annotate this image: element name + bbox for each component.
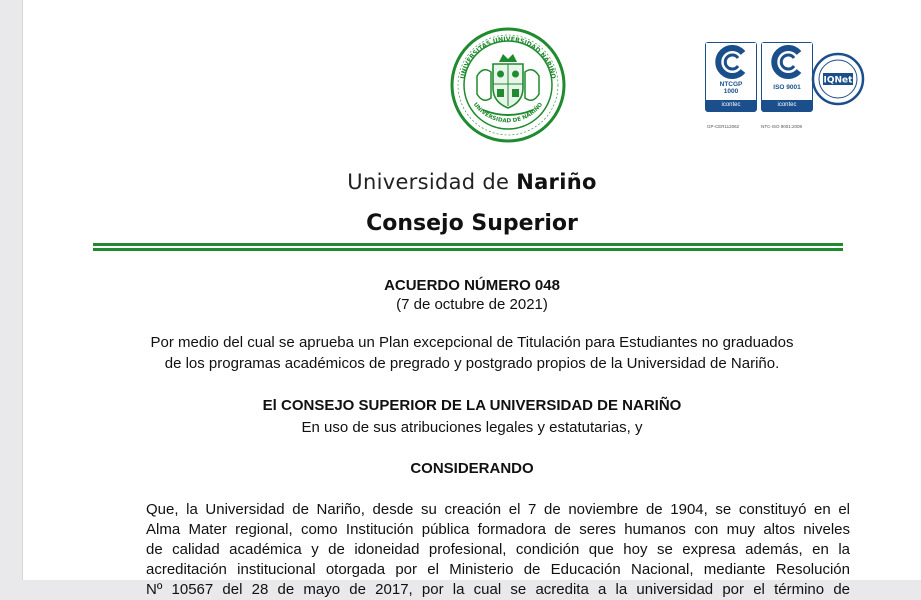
paragraph-line: Que, la Universidad de Nariño, desde su creación el 7 de noviembre de 1904, se constituyó en el	[146, 501, 850, 518]
council-title: Consejo Superior	[366, 211, 578, 236]
ntcgp-certification-badge	[705, 42, 757, 112]
iqnet-label: IQNet	[823, 75, 853, 86]
green-double-rule	[93, 243, 843, 252]
paragraph-line: acreditación institucional otorgada por el Ministerio de Educación Nacional, mediante Resolución	[146, 561, 850, 578]
cert-brand: icontec	[706, 100, 756, 111]
cert-code: GP-CER112062	[707, 124, 740, 129]
iso-9001-certification-badge	[761, 42, 813, 112]
purpose-line: de los programas académicos de pregrado y postgrado propios de la Universidad de Nariño.	[164, 355, 780, 372]
iqnet-logo-icon	[811, 52, 865, 106]
paragraph-line: Nº 10567 del 28 de mayo de 2017, por la cual se acredita a la universidad por el término de	[146, 581, 850, 598]
university-title-bold: Nariño	[516, 170, 597, 194]
seal-ring-text-bottom: UNIVERSIDAD DE NARIÑO	[471, 101, 545, 125]
icontec-logo-icon	[713, 47, 749, 77]
document-page	[22, 0, 921, 598]
university-title-prefix: Universidad de	[347, 170, 517, 194]
icontec-logo-icon	[769, 47, 805, 77]
agreement-date: (7 de octubre de 2021)	[396, 296, 548, 313]
considering-heading: CONSIDERANDO	[410, 460, 534, 477]
cert-brand: icontec	[762, 100, 812, 111]
paragraph-line: Alma Mater regional, como Institución pública formadora de seres humanos con muy altos niveles	[146, 521, 850, 538]
university-title	[23, 170, 921, 194]
university-seal-icon	[447, 26, 569, 144]
agreement-number: ACUERDO NÚMERO 048	[384, 277, 560, 294]
seal-ring-text-top: UNIVERSITAS UNIVERSIDAD NARIÑO	[459, 35, 557, 80]
paragraph-line: de calidad académica y de idoneidad profesional, condición que hoy se expresa además, en la	[146, 541, 850, 558]
powers-statement: En uso de sus atribuciones legales y estatutarias, y	[301, 419, 643, 436]
purpose-line: Por medio del cual se aprueba un Plan excepcional de Titulación para Estudiantes no graduados	[150, 334, 794, 351]
cert-code: NTC-ISO 9001:2008	[761, 124, 803, 129]
cert-label-line1: NTCGP	[719, 81, 743, 88]
agreement-purpose	[23, 332, 921, 374]
considering-paragraph	[146, 500, 850, 600]
cert-label-line2: 1000	[723, 88, 739, 95]
cert-label-line1: ISO 9001	[773, 84, 801, 91]
council-heading: El CONSEJO SUPERIOR DE LA UNIVERSIDAD DE NARIÑO	[262, 397, 682, 414]
